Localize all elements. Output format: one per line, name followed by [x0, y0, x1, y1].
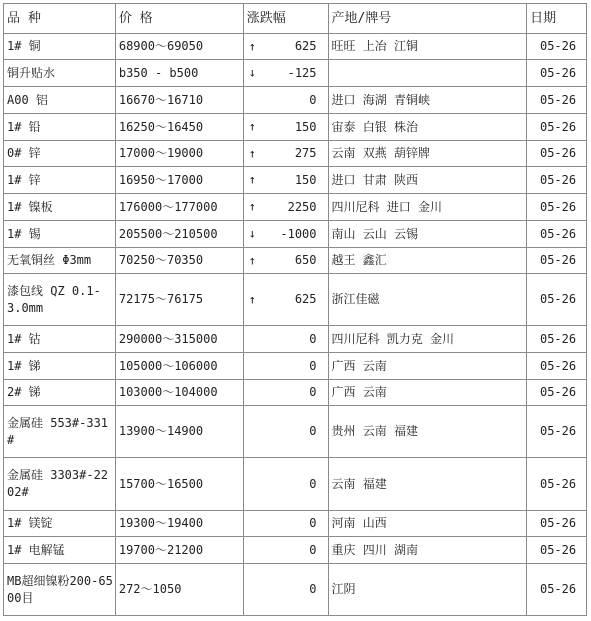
cell-change: [244, 406, 329, 458]
table-row: [4, 114, 587, 141]
cell-change: [244, 221, 329, 248]
cell-origin: 河南 山西: [329, 511, 528, 537]
table-row: [4, 60, 587, 87]
table-row: [4, 380, 587, 406]
cell-name: A00 铝: [4, 87, 116, 114]
cell-name: 1# 锑: [4, 353, 116, 380]
change-arrow-icon: ↓: [248, 226, 256, 241]
cell-price: 16670～16710: [116, 87, 244, 114]
cell-origin: 四川尼科 进口 金川: [329, 194, 528, 221]
cell-date: 05-26: [527, 141, 587, 167]
header-change: 涨跌幅: [244, 4, 329, 34]
cell-price: 19300～19400: [116, 511, 244, 537]
cell-origin: 南山 云山 云锡: [329, 221, 528, 248]
cell-name: 金属硅 3303#-2202#: [4, 458, 116, 511]
cell-date: 05-26: [527, 274, 587, 326]
cell-name: 1# 锡: [4, 221, 116, 248]
change-value: 0: [309, 516, 317, 530]
change-arrow-icon: ↑: [248, 199, 256, 214]
cell-change: [244, 380, 329, 406]
cell-name: 1# 铜: [4, 34, 116, 60]
cell-name: 1# 镁锭: [4, 511, 116, 537]
header-date: 日期: [527, 4, 587, 34]
cell-name: 1# 钴: [4, 326, 116, 353]
cell-name: 2# 锑: [4, 380, 116, 406]
change-value: -125: [287, 65, 317, 80]
change-value: 0: [309, 542, 317, 557]
change-value: 625: [294, 39, 317, 53]
cell-date: 05-26: [527, 380, 587, 406]
cell-price: 290000～315000: [116, 326, 244, 353]
change-value: 150: [294, 119, 317, 134]
change-value: 0: [309, 331, 317, 346]
cell-origin: 云南 双燕 葫锌牌: [329, 141, 528, 167]
change-value: 0: [309, 582, 317, 596]
change-arrow-icon: ↑: [248, 146, 256, 160]
cell-origin: 宙泰 白银 株治: [329, 114, 528, 141]
cell-origin: 江阴: [329, 564, 528, 616]
table-row: [4, 248, 587, 274]
cell-date: 05-26: [527, 458, 587, 511]
table-row: [4, 564, 587, 616]
cell-origin: 进口 海湖 青铜峡: [329, 87, 528, 114]
change-arrow-icon: ↑: [248, 39, 256, 53]
cell-change: [244, 274, 329, 326]
cell-price: b350 - b500: [116, 60, 244, 87]
cell-change: [244, 34, 329, 60]
metal-price-table: [3, 3, 587, 616]
table-row: [4, 167, 587, 194]
cell-price: 70250～70350: [116, 248, 244, 274]
change-value: 0: [309, 424, 317, 438]
cell-origin: 进口 甘肃 陕西: [329, 167, 528, 194]
cell-origin: 重庆 四川 湖南: [329, 537, 528, 564]
cell-price: 205500～210500: [116, 221, 244, 248]
cell-date: 05-26: [527, 114, 587, 141]
cell-change: [244, 537, 329, 564]
cell-price: 176000～177000: [116, 194, 244, 221]
header-row: [4, 4, 587, 34]
table-row: [4, 326, 587, 353]
cell-date: 05-26: [527, 221, 587, 248]
cell-origin: 云南 福建: [329, 458, 528, 511]
cell-name: 漆包线 QZ 0.1-3.0mm: [4, 274, 116, 326]
cell-change: [244, 141, 329, 167]
cell-origin: 四川尼科 凯力克 金川: [329, 326, 528, 353]
cell-name: 1# 铅: [4, 114, 116, 141]
cell-change: [244, 248, 329, 274]
change-value: 625: [294, 292, 317, 306]
cell-date: 05-26: [527, 511, 587, 537]
change-arrow-icon: ↑: [248, 172, 256, 187]
table-row: [4, 458, 587, 511]
cell-change: [244, 87, 329, 114]
header-name: 品 种: [4, 4, 116, 34]
cell-price: 15700～16500: [116, 458, 244, 511]
cell-name: 1# 电解锰: [4, 537, 116, 564]
cell-date: 05-26: [527, 60, 587, 87]
table-row: [4, 537, 587, 564]
cell-date: 05-26: [527, 248, 587, 274]
cell-name: 1# 镍板: [4, 194, 116, 221]
cell-change: [244, 564, 329, 616]
cell-name: 0# 锌: [4, 141, 116, 167]
cell-date: 05-26: [527, 537, 587, 564]
table-row: [4, 406, 587, 458]
cell-name: 铜升贴水: [4, 60, 116, 87]
cell-date: 05-26: [527, 34, 587, 60]
cell-price: 68900～69050: [116, 34, 244, 60]
cell-origin: 越王 鑫汇: [329, 248, 528, 274]
change-value: 150: [294, 172, 317, 187]
table-row: [4, 353, 587, 380]
table-row: [4, 34, 587, 60]
cell-date: 05-26: [527, 406, 587, 458]
cell-date: 05-26: [527, 326, 587, 353]
header-price: 价 格: [116, 4, 244, 34]
cell-change: [244, 458, 329, 511]
cell-name: 金属硅 553#-331#: [4, 406, 116, 458]
cell-change: [244, 114, 329, 141]
cell-date: 05-26: [527, 353, 587, 380]
cell-name: 无氧铜丝 Φ3mm: [4, 248, 116, 274]
cell-origin: 广西 云南: [329, 353, 528, 380]
table-row: [4, 274, 587, 326]
cell-change: [244, 326, 329, 353]
change-arrow-icon: ↑: [248, 253, 256, 267]
change-arrow-icon: ↑: [248, 119, 256, 134]
table-row: [4, 141, 587, 167]
change-value: -1000: [280, 226, 317, 241]
cell-price: 16250～16450: [116, 114, 244, 141]
change-value: 2250: [287, 199, 317, 214]
cell-price: 19700～21200: [116, 537, 244, 564]
change-value: 0: [309, 476, 317, 491]
change-arrow-icon: ↓: [248, 65, 256, 80]
cell-name: MB超细镍粉200-6500目: [4, 564, 116, 616]
cell-price: 272～1050: [116, 564, 244, 616]
cell-origin: 浙江佳磁: [329, 274, 528, 326]
cell-change: [244, 194, 329, 221]
change-value: 650: [294, 253, 317, 267]
cell-origin: 贵州 云南 福建: [329, 406, 528, 458]
cell-price: 105000～106000: [116, 353, 244, 380]
cell-change: [244, 60, 329, 87]
cell-price: 103000～104000: [116, 380, 244, 406]
table-row: [4, 194, 587, 221]
change-arrow-icon: ↑: [248, 292, 256, 306]
table-row: [4, 87, 587, 114]
cell-price: 16950～17000: [116, 167, 244, 194]
cell-change: [244, 353, 329, 380]
cell-date: 05-26: [527, 167, 587, 194]
cell-date: 05-26: [527, 87, 587, 114]
cell-price: 13900～14900: [116, 406, 244, 458]
cell-date: 05-26: [527, 564, 587, 616]
change-value: 0: [309, 385, 317, 399]
table-row: [4, 221, 587, 248]
table-row: [4, 511, 587, 537]
cell-origin: [329, 60, 528, 87]
cell-change: [244, 167, 329, 194]
change-value: 0: [309, 358, 317, 373]
change-value: 0: [309, 92, 317, 107]
cell-name: 1# 锌: [4, 167, 116, 194]
cell-price: 72175～76175: [116, 274, 244, 326]
header-origin: 产地/牌号: [329, 4, 528, 34]
change-value: 275: [294, 146, 317, 160]
cell-change: [244, 511, 329, 537]
cell-price: 17000～19000: [116, 141, 244, 167]
cell-date: 05-26: [527, 194, 587, 221]
cell-origin: 旺旺 上冶 江铜: [329, 34, 528, 60]
cell-origin: 广西 云南: [329, 380, 528, 406]
